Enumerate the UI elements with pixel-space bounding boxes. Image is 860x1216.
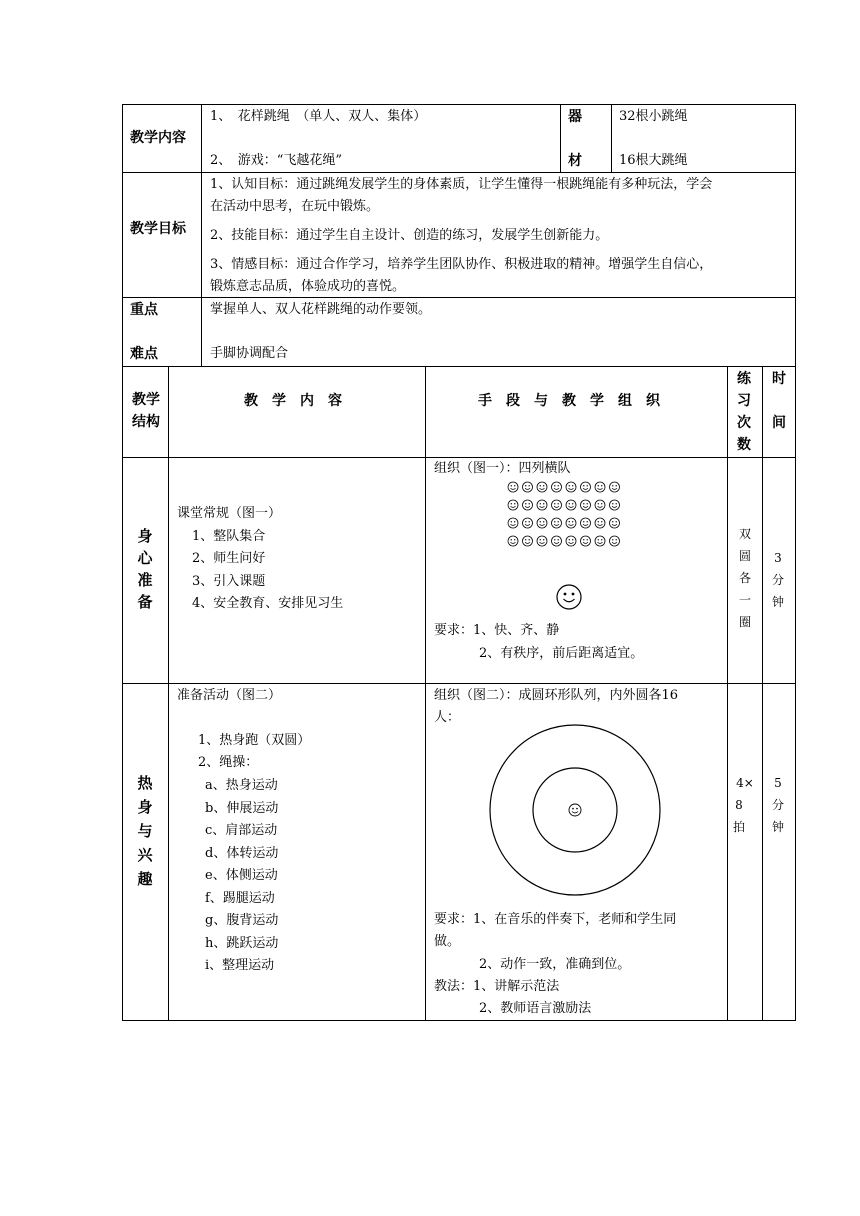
table-border-left (122, 104, 123, 1021)
section2-sub-item: f、踢腿运动 (205, 890, 275, 906)
section2-sub-item: d、体转运动 (205, 845, 279, 861)
header-count-3: 数 (737, 437, 751, 453)
student-smiley-icon (508, 536, 518, 546)
section2-sub-item: e、体侧运动 (205, 868, 278, 883)
section1-count-2: 各 (738, 571, 751, 585)
row-divider-3 (122, 366, 796, 367)
teacher-smiley-icon (555, 583, 583, 611)
section1-count-3: 一 (738, 593, 751, 607)
section1-time-1: 分 (771, 573, 784, 587)
section1-title-1: 心 (137, 549, 153, 567)
col-divider-label (201, 104, 202, 367)
section2-count-1: 8 (735, 798, 743, 812)
student-smiley-icon (552, 536, 562, 546)
student-smiley-icon (552, 500, 562, 510)
student-smiley-icon (581, 500, 591, 510)
student-smiley-icon (610, 536, 620, 546)
key-point-text: 掌握单人、双人花样跳绳的动作要领。 (210, 302, 432, 317)
section1-content-item-2: 2、师生问好 (192, 551, 266, 566)
section2-org-line-2: 人： (434, 710, 461, 725)
section2-title-3: 兴 (137, 846, 153, 864)
section2-content-title: 准备活动（图二） (177, 688, 282, 703)
student-smiley-icon (581, 536, 591, 546)
student-smiley-icon (581, 482, 591, 492)
equip-item-2: 16根大跳绳 (619, 153, 688, 168)
goal-3-line-1: 3、情感目标：通过合作学习，培养学生团队协作、积极进取的精神。增强学生自信心， (210, 257, 713, 272)
content-item-1: 1、 花样跳绳 （单人、双人、集体） (210, 109, 427, 124)
section2-sub-item: c、肩部运动 (205, 823, 278, 838)
concentric-circles-icon (488, 723, 662, 897)
section1-count-4: 圈 (738, 615, 751, 629)
goal-2: 2、技能目标：通过学生自主设计、创造的练习，发展学生创新能力。 (210, 228, 609, 243)
student-smiley-icon (610, 518, 620, 528)
table-border-top (122, 104, 796, 105)
header-count-2: 次 (737, 415, 751, 431)
student-smiley-icon (508, 500, 518, 510)
section1-content-title: 课堂常规（图一） (177, 506, 282, 521)
label-teaching-content: 教学内容 (130, 130, 186, 146)
section1-req-1: 要求：1、快、齐、静 (434, 623, 560, 638)
student-smiley-icon (610, 482, 620, 492)
header-time-0: 时 (772, 371, 786, 387)
equip-item-1: 32根小跳绳 (619, 109, 688, 124)
student-smiley-icon (523, 518, 533, 528)
difficulty-text: 手脚协调配合 (210, 346, 289, 361)
student-smiley-icon (552, 518, 562, 528)
row-divider-5 (122, 683, 796, 684)
student-smiley-icon (537, 500, 547, 510)
section2-time-1: 分 (771, 798, 784, 812)
header-method: 手 段 与 教 学 组 织 (478, 393, 660, 409)
header-content: 教 学 内 容 (244, 393, 342, 409)
row-divider-4 (122, 457, 796, 458)
student-smiley-icon (566, 482, 576, 492)
section2-time-2: 钟 (771, 820, 784, 834)
row-divider-2 (122, 297, 796, 298)
goal-3-line-2: 锻炼意志品质，体验成功的喜悦。 (210, 279, 406, 294)
section2-title-1: 身 (137, 798, 153, 816)
col-divider-method (727, 366, 728, 1021)
student-smiley-icon (537, 518, 547, 528)
student-smiley-icon (610, 500, 620, 510)
student-smiley-icon (595, 536, 605, 546)
student-smiley-icon (508, 518, 518, 528)
header-structure-1: 教学 (132, 392, 160, 408)
section1-title-2: 准 (137, 571, 153, 589)
student-smiley-icon (523, 500, 533, 510)
student-smiley-icon (552, 482, 562, 492)
student-smiley-icon (537, 536, 547, 546)
label-teaching-goals: 教学目标 (130, 221, 186, 237)
section2-sub-item: a、热身运动 (205, 778, 278, 793)
section2-req-line-2: 做。 (434, 934, 461, 949)
student-smiley-icon (523, 536, 533, 546)
section2-count-2: 拍 (732, 820, 745, 834)
student-smiley-icon (595, 500, 605, 510)
col-divider-structure (168, 366, 169, 1021)
student-smiley-icon (523, 482, 533, 492)
section1-time-2: 钟 (771, 595, 784, 609)
section2-method-1: 教法：1、讲解示范法 (434, 979, 560, 994)
row-divider-1 (122, 172, 796, 173)
student-smiley-icon (566, 500, 576, 510)
section1-content-item-3: 3、引入课题 (192, 574, 266, 589)
section2-title-4: 趣 (137, 870, 153, 888)
equip-label-char-1: 器 (568, 109, 582, 125)
section1-title-0: 身 (137, 527, 153, 545)
section2-content-item-2: 2、绳操： (198, 755, 259, 770)
col-divider-equip-left (560, 104, 561, 173)
section1-count-0: 双 (738, 527, 751, 541)
header-time-1: 间 (772, 415, 786, 431)
content-item-2: 2、 游戏：“飞越花绳” (210, 153, 343, 168)
section2-sub-item: g、腹背运动 (205, 913, 279, 928)
col-divider-content (425, 366, 426, 1021)
student-smiley-icon (595, 518, 605, 528)
goal-1-line-2: 在活动中思考，在玩中锻炼。 (210, 199, 380, 214)
section2-title-2: 与 (137, 822, 153, 840)
section2-sub-item: i、整理运动 (205, 958, 275, 973)
section1-content-item-4: 4、安全教育、安排见习生 (192, 596, 344, 611)
section1-time-0: 3 (774, 551, 782, 565)
section2-req-2: 2、动作一致，准确到位。 (479, 957, 631, 972)
student-smiley-icon (581, 518, 591, 528)
col-divider-count (762, 366, 763, 1021)
section1-count-1: 圆 (738, 549, 751, 563)
formation-grid-icon (507, 481, 622, 547)
header-count-0: 练 (737, 371, 751, 387)
label-key-point: 重点 (130, 302, 158, 318)
goal-1-line-1: 1、认知目标：通过跳绳发展学生的身体素质，让学生懂得一根跳绳能有多种玩法，学会 (210, 177, 713, 192)
student-smiley-icon (537, 482, 547, 492)
section2-sub-item: b、伸展运动 (205, 800, 279, 816)
equip-label-char-2: 材 (568, 153, 582, 169)
table-border-right (795, 104, 796, 1021)
section1-title-3: 备 (137, 593, 153, 611)
section1-content-item-1: 1、整队集合 (192, 529, 266, 544)
student-smiley-icon (566, 518, 576, 528)
table-border-bottom (122, 1020, 796, 1021)
section1-org-title: 组织（图一）：四列横队 (434, 461, 571, 476)
header-structure-2: 结构 (132, 414, 160, 430)
section2-title-0: 热 (137, 774, 153, 792)
header-count-1: 习 (737, 393, 751, 409)
label-difficulty: 难点 (130, 346, 158, 362)
section2-org-line-1: 组织（图二）：成圆环形队列，内外圆各16 (434, 688, 679, 703)
section1-req-2: 2、有秩序，前后距离适宜。 (479, 646, 644, 661)
section2-method-2: 2、教师语言激励法 (479, 1001, 592, 1016)
student-smiley-icon (508, 482, 518, 492)
section2-content-item-1: 1、热身跑（双圆） (198, 733, 311, 748)
section2-time-0: 5 (774, 776, 782, 790)
col-divider-equip-right (611, 104, 612, 173)
section2-count-0: 4× (736, 776, 754, 790)
section2-req-line-1: 要求：1、在音乐的伴奏下，老师和学生同 (434, 912, 677, 927)
student-smiley-icon (595, 482, 605, 492)
student-smiley-icon (566, 536, 576, 546)
section2-sub-item: h、跳跃运动 (205, 935, 279, 951)
